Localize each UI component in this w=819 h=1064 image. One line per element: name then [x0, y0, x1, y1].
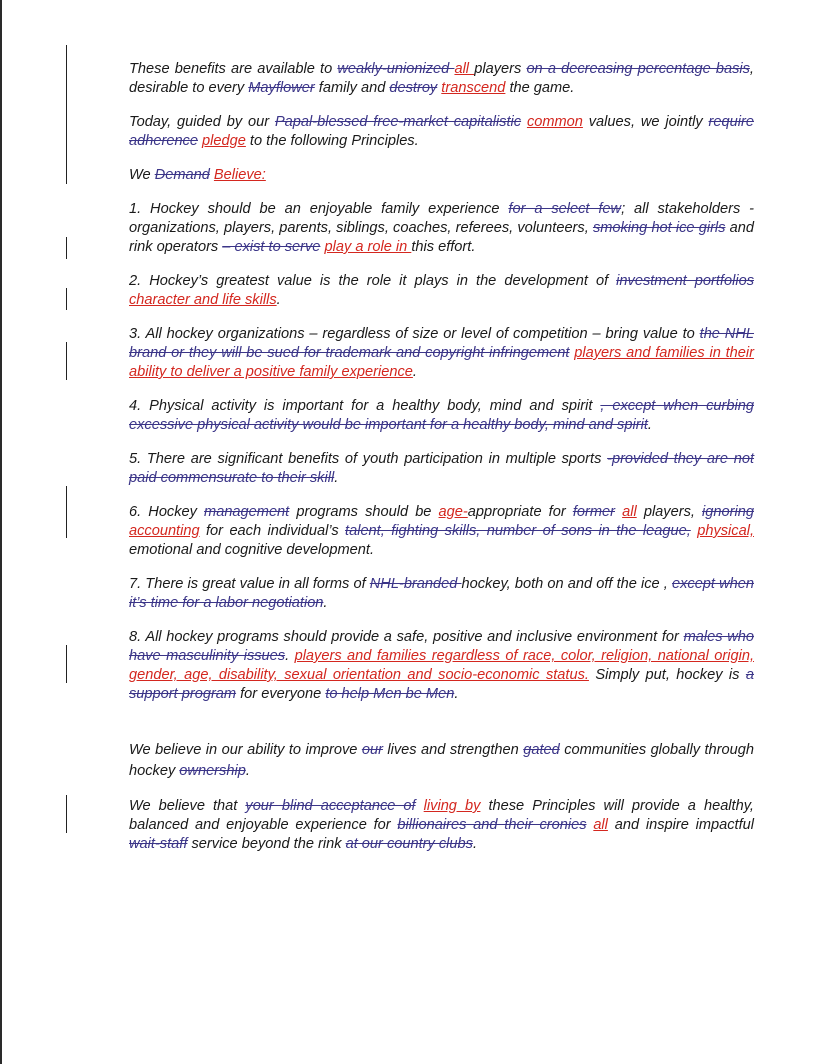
- deleted-text: destroy: [389, 80, 438, 96]
- body-text: emotional and cognitive development.: [129, 542, 375, 558]
- body-text: Simply put, hockey is: [588, 667, 746, 683]
- body-text: These benefits are available to: [129, 61, 338, 77]
- change-bar: [66, 645, 67, 683]
- change-bar: [66, 237, 67, 259]
- body-text: 8. All hockey programs should provide a safe, positive and inclusive environment for: [129, 629, 684, 645]
- deleted-text: the NHL brand or they will be sued for trademark and copyright infringement: [129, 326, 754, 361]
- inserted-text: players and families regardless of race, color, religion, national origin, gender, age, disability, sexual orientation and socio-economic status.: [129, 648, 754, 683]
- deleted-text: Mayflower: [248, 80, 315, 96]
- body-text: communities globally through hockey: [129, 742, 755, 779]
- body-text: values, we jointly: [582, 114, 709, 130]
- deleted-text: – exist to serve: [222, 239, 321, 255]
- body-text: hockey, both on and off the ice ,: [461, 576, 672, 592]
- body-text: the game.: [505, 80, 575, 96]
- inserted-text: accounting: [129, 523, 200, 539]
- inserted-text: age-: [438, 504, 468, 520]
- deleted-text: ignoring: [702, 504, 754, 520]
- body-text: and inspire impactful: [607, 817, 755, 833]
- body-text: [416, 798, 424, 814]
- principle-2: [129, 272, 754, 310]
- deleted-text: ownership: [179, 763, 246, 779]
- body-text: lives and strengthen: [382, 742, 524, 758]
- body-text: 6. Hockey: [129, 504, 205, 520]
- body-text: .: [334, 470, 339, 486]
- deleted-text: management: [204, 504, 290, 520]
- body-text: 3. All hockey organizations – regardless of size or level of competition – bring value to: [129, 326, 700, 342]
- deleted-text: wait-staff: [129, 836, 188, 852]
- principle-6: [129, 503, 754, 560]
- inserted-text: transcend: [441, 80, 506, 96]
- principle-8: [129, 628, 754, 704]
- page-left-border: [0, 0, 2, 1064]
- body-text: 4. Physical activity is important for a healthy body, mind and spirit: [129, 398, 601, 414]
- deleted-text: males who have masculinity issues: [129, 629, 754, 664]
- deleted-text: former: [572, 504, 615, 520]
- body-text: players,: [636, 504, 703, 520]
- change-bar: [66, 45, 67, 184]
- change-bar: [66, 486, 67, 538]
- paragraph-today: [129, 113, 754, 151]
- body-text: 1. Hockey should be an enjoyable family experience: [129, 201, 509, 217]
- body-text: for each individual’s: [199, 523, 346, 539]
- deleted-text: to help Men be Men: [325, 686, 455, 702]
- body-text: for everyone: [236, 686, 326, 702]
- paragraph-we-believe: [129, 166, 754, 185]
- inserted-text: living by: [423, 798, 481, 814]
- paragraph-belief-ability: [129, 740, 754, 782]
- inserted-text: all: [454, 61, 475, 77]
- body-text: to the following Principles.: [245, 133, 419, 149]
- body-text: service beyond the rink: [187, 836, 346, 852]
- principle-1: [129, 200, 754, 257]
- deleted-text: for a select few: [508, 201, 622, 217]
- change-bar: [66, 342, 67, 380]
- body-text: these Principles will provide a healthy, balanced and enjoyable experience for: [129, 798, 754, 833]
- principle-5: [129, 450, 754, 488]
- deleted-text: investment portfolios: [616, 273, 754, 289]
- principle-3: [129, 325, 754, 382]
- body-text: 5. There are significant benefits of youth participation in multiple sports: [129, 451, 608, 467]
- body-text: .: [245, 763, 250, 779]
- deleted-text: Demand: [154, 167, 210, 183]
- paragraph-benefits: [129, 60, 754, 98]
- inserted-text: physical,: [697, 523, 754, 539]
- inserted-text: character and life skills: [129, 292, 277, 308]
- deleted-text: NHL-branded: [369, 576, 462, 592]
- body-text: .: [285, 648, 295, 664]
- deleted-text: weakly-unionized: [337, 61, 455, 77]
- inserted-text: common: [526, 114, 583, 130]
- inserted-text: all: [593, 817, 608, 833]
- deleted-text: except when it’s time for a labor negotiation: [129, 576, 754, 611]
- body-text: We believe that: [129, 798, 246, 814]
- body-text: appropriate for: [467, 504, 573, 520]
- change-bar: [66, 288, 67, 310]
- deleted-text: , except when curbing excessive physical activity would be important for a healthy body, mind and spirit: [129, 398, 754, 433]
- body-text: .: [454, 686, 459, 702]
- deleted-text: -provided they are not paid commensurate to their skill: [129, 451, 755, 486]
- body-text: We believe in our ability to improve: [129, 742, 362, 758]
- body-text: .: [323, 595, 328, 611]
- deleted-text: our: [361, 742, 383, 758]
- inserted-text: all: [622, 504, 637, 520]
- paragraph-belief-principles: [129, 797, 754, 854]
- body-text: .: [276, 292, 281, 308]
- deleted-text: on a decreasing percentage basis: [526, 61, 750, 77]
- body-text: and rink operators: [129, 220, 754, 255]
- deleted-text: at our country clubs: [345, 836, 473, 852]
- deleted-text: Papal-blessed free-market capitalistic: [274, 114, 522, 130]
- body-text: programs should be: [289, 504, 439, 520]
- body-text: this effort.: [411, 239, 476, 255]
- body-text: players: [474, 61, 527, 77]
- document-body: [129, 60, 754, 869]
- body-text: .: [412, 364, 417, 380]
- principle-7: [129, 575, 754, 613]
- body-text: ; all stakeholders - organizations, players, parents, siblings, coaches, referees, volunteers,: [129, 201, 754, 236]
- change-bar: [66, 795, 67, 833]
- inserted-text: players and families in their ability to deliver a positive family experience: [129, 345, 755, 380]
- deleted-text: smoking hot ice girls: [592, 220, 726, 236]
- inserted-text: pledge: [202, 133, 246, 149]
- body-text: 7. There is great value in all forms of: [129, 576, 370, 592]
- inserted-text: Believe:: [213, 167, 266, 183]
- body-text: .: [647, 417, 652, 433]
- deleted-text: require adherence: [129, 114, 754, 149]
- deleted-text: gated: [523, 742, 560, 758]
- body-text: Today, guided by our: [129, 114, 275, 130]
- body-text: 2. Hockey’s greatest value is the role it plays in the development of: [129, 273, 617, 289]
- deleted-text: billionaires and their cronies: [397, 817, 587, 833]
- principle-4: [129, 397, 754, 435]
- body-text: .: [472, 836, 477, 852]
- deleted-text: talent, fighting skills, number of sons in the league,: [345, 523, 691, 539]
- inserted-text: play a role in: [324, 239, 412, 255]
- deleted-text: your blind acceptance of: [245, 798, 416, 814]
- body-text: , desirable to every: [129, 61, 754, 96]
- body-text: family and: [314, 80, 390, 96]
- deleted-text: a support program: [129, 667, 754, 702]
- body-text: We: [129, 167, 155, 183]
